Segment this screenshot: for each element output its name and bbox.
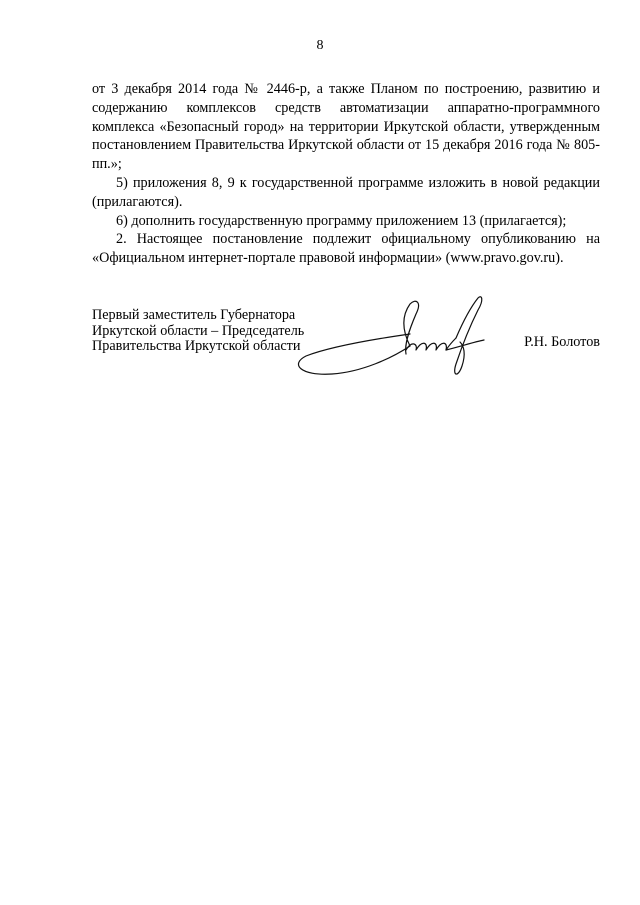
signature-block <box>92 308 600 398</box>
paragraph-continuation: от 3 декабря 2014 года № 2446-р, а также Планом по построению, развитию и содержанию комплексов средств автоматизации аппаратно-программного комплекса «Безопасный город» на территории Иркутской области, утвержденным постановлением Правительства Иркутской области от 15 декабря 2016 года № 805-пп.»; <box>92 81 600 173</box>
document-body <box>92 80 600 268</box>
signer-title-line: Правительства Иркутской области <box>92 338 301 354</box>
signer-name: Р.Н. Болотов <box>524 334 600 350</box>
paragraph-item-5: 5) приложения 8, 9 к государственной программе изложить в новой редакции (прилагаются). <box>92 174 600 210</box>
paragraph-item-6: 6) дополнить государственную программу приложением 13 (прилагается); <box>116 212 567 229</box>
signer-title-line: Иркутской области – Председатель <box>92 322 305 339</box>
signer-title-line: Первый заместитель Губернатора <box>92 307 296 323</box>
paragraph-item-2: 2. Настоящее постановление подлежит официальному опубликованию на «Официальном интернет-портале правовой информации» (www.pravo.gov.ru). <box>92 231 600 267</box>
page-number: 8 <box>316 38 324 53</box>
handwritten-signature <box>292 294 492 394</box>
